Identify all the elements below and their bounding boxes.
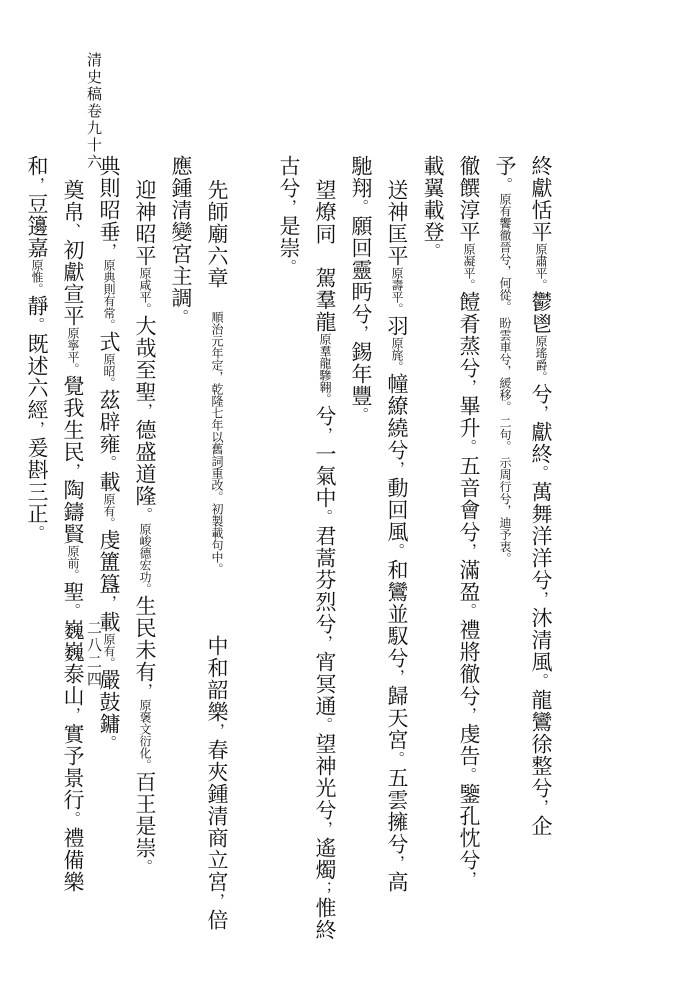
text-run: 滿盈 (457, 559, 481, 603)
text-run: 錫年豐 (349, 341, 373, 407)
punctuation: ， (460, 871, 478, 887)
text-run: 生民未有 (133, 595, 157, 683)
punctuation: ， (28, 421, 46, 437)
text-run: 豆籩嘉 (25, 193, 49, 259)
punctuation: 。 (136, 507, 154, 523)
punctuation: ， (388, 855, 406, 871)
text-run: 春夾鍾清商立宮 (205, 739, 229, 893)
punctuation: ， (280, 199, 298, 215)
punctuation: ， (532, 405, 550, 421)
punctuation: 。 (460, 603, 478, 619)
punctuation: ， (136, 683, 154, 699)
text-run: 鑒孔忱兮 (457, 783, 481, 871)
punctuation: 。 (64, 603, 82, 619)
text-run: 馳翔 (349, 155, 373, 199)
text-run: 動回風 (385, 477, 409, 543)
text-run: 倍 (205, 909, 229, 931)
text-column (350, 155, 371, 423)
annotation-note: 原前。 (66, 545, 80, 581)
annotation-note: 原有饗徹晉兮，何從。 盼雲車兮，緩移。 二句。 示周行兮，迪予衷。 (498, 193, 512, 565)
text-run: 饐肴蒸兮 (457, 291, 481, 379)
text-column (530, 155, 551, 837)
text-run: 虔告 (457, 723, 481, 767)
punctuation: 。 (136, 859, 154, 875)
annotation-note: 順治元年定，乾隆七年以舊詞重改。初製載句中。 (210, 311, 224, 569)
text-run: 高 (385, 871, 409, 893)
text-run: 覺我生民 (61, 375, 85, 463)
punctuation: ， (352, 325, 370, 341)
text-run: 予 (493, 155, 517, 177)
text-run: 靜 (25, 295, 49, 317)
text-run: 載 (97, 611, 121, 633)
text-run: 禮備樂 (61, 827, 85, 893)
punctuation: ， (28, 177, 46, 193)
punctuation: ， (316, 635, 334, 651)
text-column (134, 155, 155, 875)
punctuation: ， (460, 379, 478, 395)
text-run: 禮將徹兮 (457, 619, 481, 707)
text-column (458, 155, 479, 887)
text-run: 巍巍泰山 (61, 619, 85, 707)
annotation-note: 原惟。 (30, 259, 44, 295)
text-column (26, 155, 47, 541)
punctuation: 。 (496, 177, 514, 193)
punctuation: 。 (352, 199, 370, 215)
punctuation: 。 (460, 767, 478, 783)
text-column (206, 155, 227, 931)
text-run: 茲辟雍 (97, 389, 121, 455)
punctuation: 。 (532, 465, 550, 481)
text-run: 萬舞洋洋兮 (529, 481, 553, 591)
text-run: 虔簠簋 (97, 529, 121, 595)
annotation-note: 原典則有常。 (102, 259, 116, 331)
punctuation: 。 (388, 543, 406, 559)
text-run: 嚴鼓鏞 (97, 669, 121, 735)
annotation-note: 原羣龍驂翱。 (318, 333, 332, 405)
annotation-note: 原有。 (102, 493, 116, 529)
annotation-note: 原寧平。 (66, 327, 80, 375)
text-run: 應鍾清變宮主調 (169, 155, 193, 309)
annotation-note: 原峻德宏功。 (138, 523, 152, 595)
text-column (62, 155, 83, 893)
text-run: 幢繚繞兮 (385, 373, 409, 461)
text-run: 獻終 (529, 421, 553, 465)
text-run: 遙燭 (313, 837, 337, 881)
text-run: 沐清風 (529, 607, 553, 673)
text-run: 兮 (313, 405, 337, 427)
text-run: 載 (97, 471, 121, 493)
text-run: 德盛道隆 (133, 419, 157, 507)
text-run (205, 289, 229, 311)
text-run: 爰斟三正 (25, 437, 49, 525)
text-column (314, 155, 335, 941)
text-run: 典則昭垂 (97, 155, 121, 243)
punctuation: ， (388, 669, 406, 685)
annotation-note: 原咸平。 (138, 267, 152, 315)
punctuation: 。 (532, 673, 550, 689)
running-title: 清史稿卷九十六 (85, 52, 103, 171)
punctuation: ， (460, 707, 478, 723)
punctuation: ， (460, 543, 478, 559)
text-run: 畢升 (457, 395, 481, 439)
text-run: 和 (25, 155, 49, 177)
punctuation: 。 (100, 455, 118, 471)
text-run: 實予景行 (61, 723, 85, 811)
text-run: 中和韶樂 (205, 635, 229, 723)
punctuation: 。 (280, 259, 298, 275)
text-run: 五雲擁兮 (385, 767, 409, 855)
text-run: 初獻宣平 (61, 239, 85, 327)
punctuation: 。 (424, 243, 442, 259)
text-run: 羽 (385, 315, 409, 337)
text-run: 望燎同 (313, 179, 337, 245)
text-run: 陶鑄賢 (61, 479, 85, 545)
text-column (98, 155, 119, 751)
punctuation: 。 (28, 525, 46, 541)
punctuation: 。 (64, 811, 82, 827)
text-run: 送神匡平 (385, 179, 409, 267)
punctuation: ， (64, 463, 82, 479)
punctuation: ， (208, 723, 226, 739)
text-column (278, 155, 299, 275)
punctuation: ， (136, 403, 154, 419)
text-run: 徹饌淳平 (457, 155, 481, 243)
text-run: 歸天宮 (385, 685, 409, 751)
punctuation: ， (208, 893, 226, 909)
punctuation: ， (100, 243, 118, 259)
text-run: 奠帛 (61, 179, 85, 223)
text-run: 迎神昭平 (133, 179, 157, 267)
text-run: 古兮 (277, 155, 301, 199)
annotation-note: 原肅平。 (534, 243, 548, 291)
annotation-note: 原瑤爵。 (534, 335, 548, 383)
annotation-note: 原褒文衍化。 (138, 699, 152, 771)
punctuation: ， (100, 595, 118, 611)
text-run: 君蒿芬烈兮 (313, 525, 337, 635)
annotation-note: 原壽平。 (390, 267, 404, 315)
punctuation: 。 (352, 407, 370, 423)
punctuation: 、 (64, 223, 82, 239)
text-run: 聖 (61, 581, 85, 603)
text-run: 鬱鬯 (529, 291, 553, 335)
punctuation: 。 (316, 509, 334, 525)
annotation-note: 原昭。 (102, 353, 116, 389)
text-run (205, 569, 229, 635)
punctuation: ， (532, 799, 550, 815)
text-run: 惟終 (313, 897, 337, 941)
text-run: 終獻恬平 (529, 155, 553, 243)
text-run: 願回靈眄兮 (349, 215, 373, 325)
text-run: 式 (97, 331, 121, 353)
punctuation: 。 (172, 309, 190, 325)
annotation-note: 原有。 (102, 633, 116, 669)
text-run: 兮 (529, 383, 553, 405)
text-run (313, 245, 337, 267)
punctuation: 。 (28, 317, 46, 333)
text-run: 和鸞並馭兮 (385, 559, 409, 669)
text-run: 百王是崇 (133, 771, 157, 859)
punctuation: 。 (100, 735, 118, 751)
text-run: 企 (529, 815, 553, 837)
punctuation: 。 (388, 751, 406, 767)
text-run: 載翼載登 (421, 155, 445, 243)
text-run: 望神光兮 (313, 733, 337, 821)
text-run: 是崇 (277, 215, 301, 259)
text-run: 既述六經 (25, 333, 49, 421)
text-run: 宵冥通 (313, 651, 337, 717)
punctuation: ， (64, 707, 82, 723)
text-column (386, 155, 407, 893)
punctuation: ， (532, 591, 550, 607)
text-run: 大哉至聖 (133, 315, 157, 403)
text-run: 駕羣龍 (313, 267, 337, 333)
text-column (170, 155, 191, 325)
punctuation: ； (316, 881, 334, 897)
punctuation: ， (316, 427, 334, 443)
text-run: 龍鸞徐整兮 (529, 689, 553, 799)
text-run: 五音會兮 (457, 455, 481, 543)
text-column (494, 155, 515, 564)
annotation-note: 原凝平。 (462, 243, 476, 291)
page-number: 二八二四 (85, 620, 103, 688)
text-column (422, 155, 443, 259)
punctuation: 。 (460, 439, 478, 455)
punctuation: ， (316, 821, 334, 837)
punctuation: ， (388, 461, 406, 477)
annotation-note: 原旄。 (390, 337, 404, 373)
text-run: 一氣中 (313, 443, 337, 509)
punctuation: 。 (316, 717, 334, 733)
text-run: 先師廟六章 (205, 179, 229, 289)
